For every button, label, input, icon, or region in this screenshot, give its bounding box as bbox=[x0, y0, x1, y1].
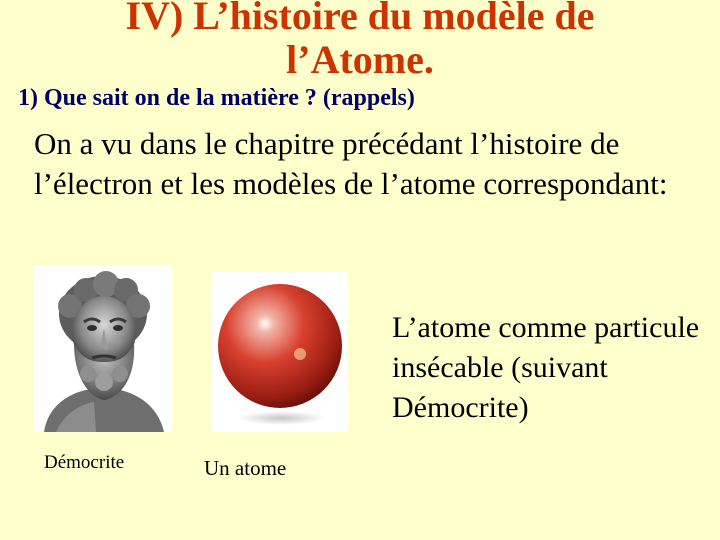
side-description: L’atome comme particule insécable (suivant Démocrite) bbox=[392, 311, 700, 424]
section-subtitle: 1) Que sait on de la matière ? (rappels) bbox=[18, 85, 415, 111]
slide-title bbox=[0, 0, 720, 82]
slide-title-line-1: IV) L’histoire du modèle de bbox=[125, 0, 595, 38]
sphere-icon bbox=[212, 272, 348, 432]
atom-sphere-image bbox=[212, 272, 348, 432]
sphere-caption: Un atome bbox=[204, 456, 287, 480]
body-paragraph: On a vu dans le chapitre précédant l’histoire de l’électron et les modèles de l’atome correspondant: bbox=[34, 126, 668, 201]
bust-icon bbox=[34, 266, 172, 432]
democritus-portrait-image bbox=[34, 266, 172, 432]
portrait-caption: Démocrite bbox=[44, 452, 125, 473]
slide-title-line-2: l’Atome. bbox=[286, 37, 434, 82]
